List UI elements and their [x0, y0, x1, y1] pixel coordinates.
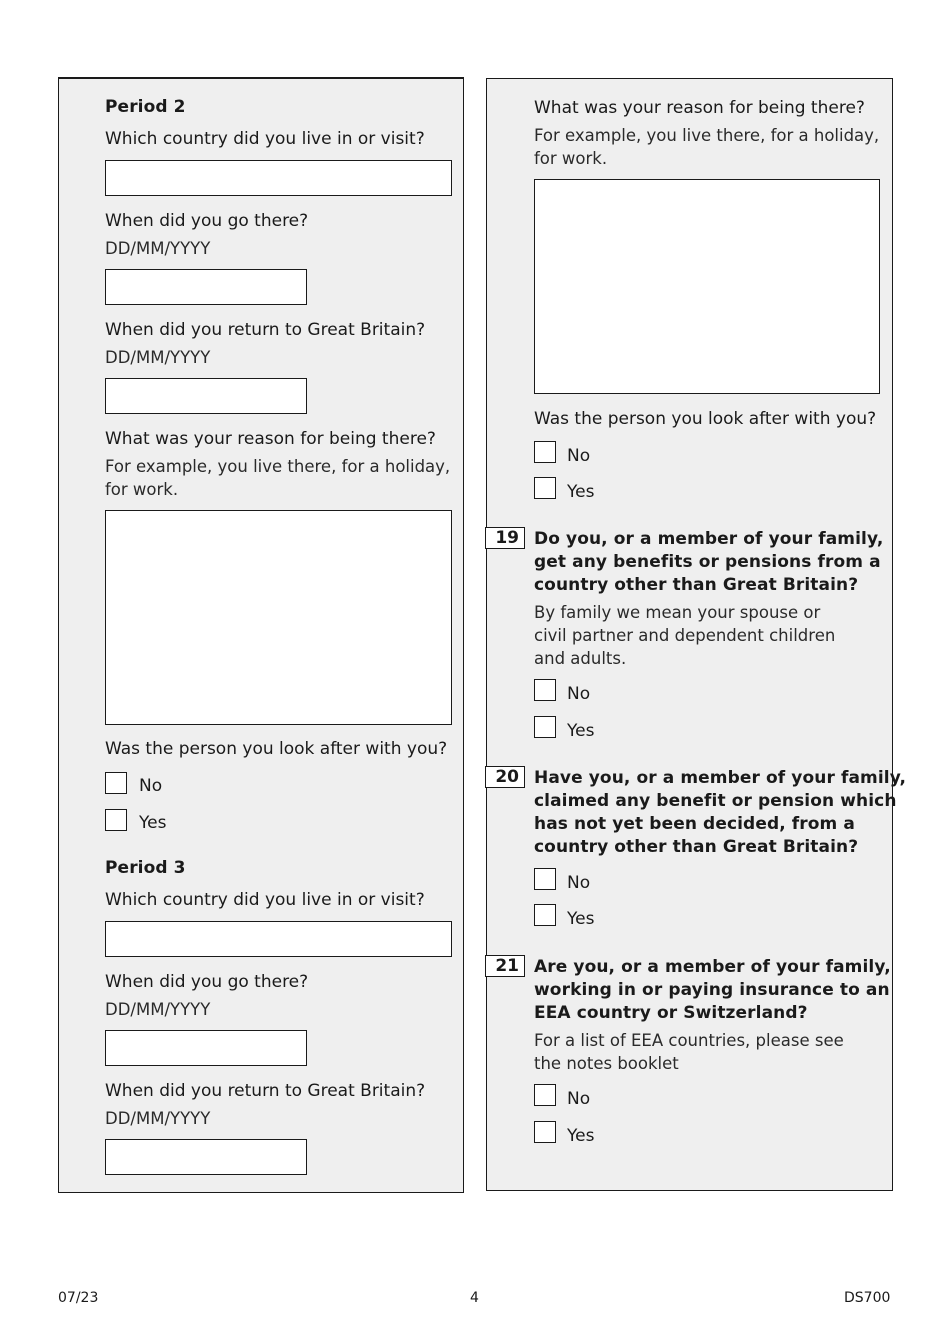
reason-question: What was your reason for being there? [534, 98, 865, 118]
period-2-went-date-input[interactable] [105, 269, 307, 305]
footer-page-number: 4 [470, 1290, 479, 1306]
question-21-line-2: working in or paying insurance to an [534, 980, 890, 1000]
period-2-person-no-checkbox[interactable] [105, 772, 127, 794]
period-2-country-question: Which country did you live in or visit? [105, 129, 425, 149]
period-2-return-question: When did you return to Great Britain? [105, 320, 426, 340]
period-2-country-input[interactable] [105, 160, 452, 196]
question-21-hint-line-1: For a list of EEA countries, please see [534, 1031, 844, 1050]
period-2-person-question: Was the person you look after with you? [105, 739, 448, 759]
question-19-line-2: get any benefits or pensions from a [534, 552, 881, 572]
period-3-went-format-hint: DD/MM/YYYY [105, 1000, 211, 1019]
question-19-hint-line-2: civil partner and dependent children [534, 626, 836, 645]
question-20-line-1: Have you, or a member of your family, [534, 768, 907, 788]
period-2-went-format-hint: DD/MM/YYYY [105, 239, 211, 258]
question-19-no-checkbox[interactable] [534, 679, 556, 701]
period-3-went-date-input[interactable] [105, 1030, 307, 1066]
period-2-person-yes-checkbox[interactable] [105, 809, 127, 831]
question-20-line-3: has not yet been decided, from a [534, 814, 855, 834]
period-2-reason-textarea[interactable] [105, 510, 452, 725]
question-21-no-label: No [567, 1089, 591, 1109]
question-21-line-1: Are you, or a member of your family, [534, 957, 891, 977]
left-column-panel [58, 77, 464, 1193]
period-3-country-question: Which country did you live in or visit? [105, 890, 425, 910]
period-2-person-no-label: No [139, 776, 163, 796]
question-19-number: 19 [485, 527, 525, 549]
reason-hint-line-1: For example, you live there, for a holiday, [534, 126, 880, 145]
question-19-line-3: country other than Great Britain? [534, 575, 859, 595]
question-19-yes-checkbox[interactable] [534, 716, 556, 738]
person-no-checkbox[interactable] [534, 441, 556, 463]
period-3-went-question: When did you go there? [105, 972, 309, 992]
period-3-return-format-hint: DD/MM/YYYY [105, 1109, 211, 1128]
question-19-yes-label: Yes [567, 721, 595, 741]
right-column-panel [486, 78, 907, 1191]
question-20-number: 20 [485, 766, 525, 788]
period-3-return-date-input[interactable] [105, 1139, 307, 1175]
footer-form-code: DS700 [844, 1290, 891, 1306]
period-3-country-input[interactable] [105, 921, 452, 957]
question-20-yes-checkbox[interactable] [534, 904, 556, 926]
reason-textarea[interactable] [534, 179, 880, 394]
question-20-no-label: No [567, 873, 591, 893]
question-20-no-checkbox[interactable] [534, 868, 556, 890]
question-20-yes-label: Yes [567, 909, 595, 929]
period-2-reason-question: What was your reason for being there? [105, 429, 436, 449]
period-2-heading: Period 2 [105, 97, 186, 117]
question-21-yes-checkbox[interactable] [534, 1121, 556, 1143]
person-question: Was the person you look after with you? [534, 409, 877, 429]
period-2-return-date-input[interactable] [105, 378, 307, 414]
reason-hint-line-2: for work. [534, 149, 608, 168]
person-yes-checkbox[interactable] [534, 477, 556, 499]
period-2-reason-hint-line-1: For example, you live there, for a holiday, [105, 457, 451, 476]
period-2-reason-hint-line-2: for work. [105, 480, 179, 499]
person-yes-label: Yes [567, 482, 595, 502]
question-19-hint-line-1: By family we mean your spouse or [534, 603, 821, 622]
period-2-person-yes-label: Yes [139, 813, 167, 833]
question-19-no-label: No [567, 684, 591, 704]
question-21-no-checkbox[interactable] [534, 1084, 556, 1106]
question-21-number: 21 [485, 955, 525, 977]
question-20-line-4: country other than Great Britain? [534, 837, 859, 857]
period-2-return-format-hint: DD/MM/YYYY [105, 348, 211, 367]
question-21-hint-line-2: the notes booklet [534, 1054, 679, 1073]
period-3-return-question: When did you return to Great Britain? [105, 1081, 426, 1101]
period-2-went-question: When did you go there? [105, 211, 309, 231]
footer-date: 07/23 [58, 1290, 99, 1306]
question-19-hint-line-3: and adults. [534, 649, 627, 668]
question-19-line-1: Do you, or a member of your family, [534, 529, 884, 549]
period-3-heading: Period 3 [105, 858, 186, 878]
question-20-line-2: claimed any benefit or pension which [534, 791, 897, 811]
question-21-yes-label: Yes [567, 1126, 595, 1146]
question-21-line-3: EEA country or Switzerland? [534, 1003, 808, 1023]
person-no-label: No [567, 446, 591, 466]
